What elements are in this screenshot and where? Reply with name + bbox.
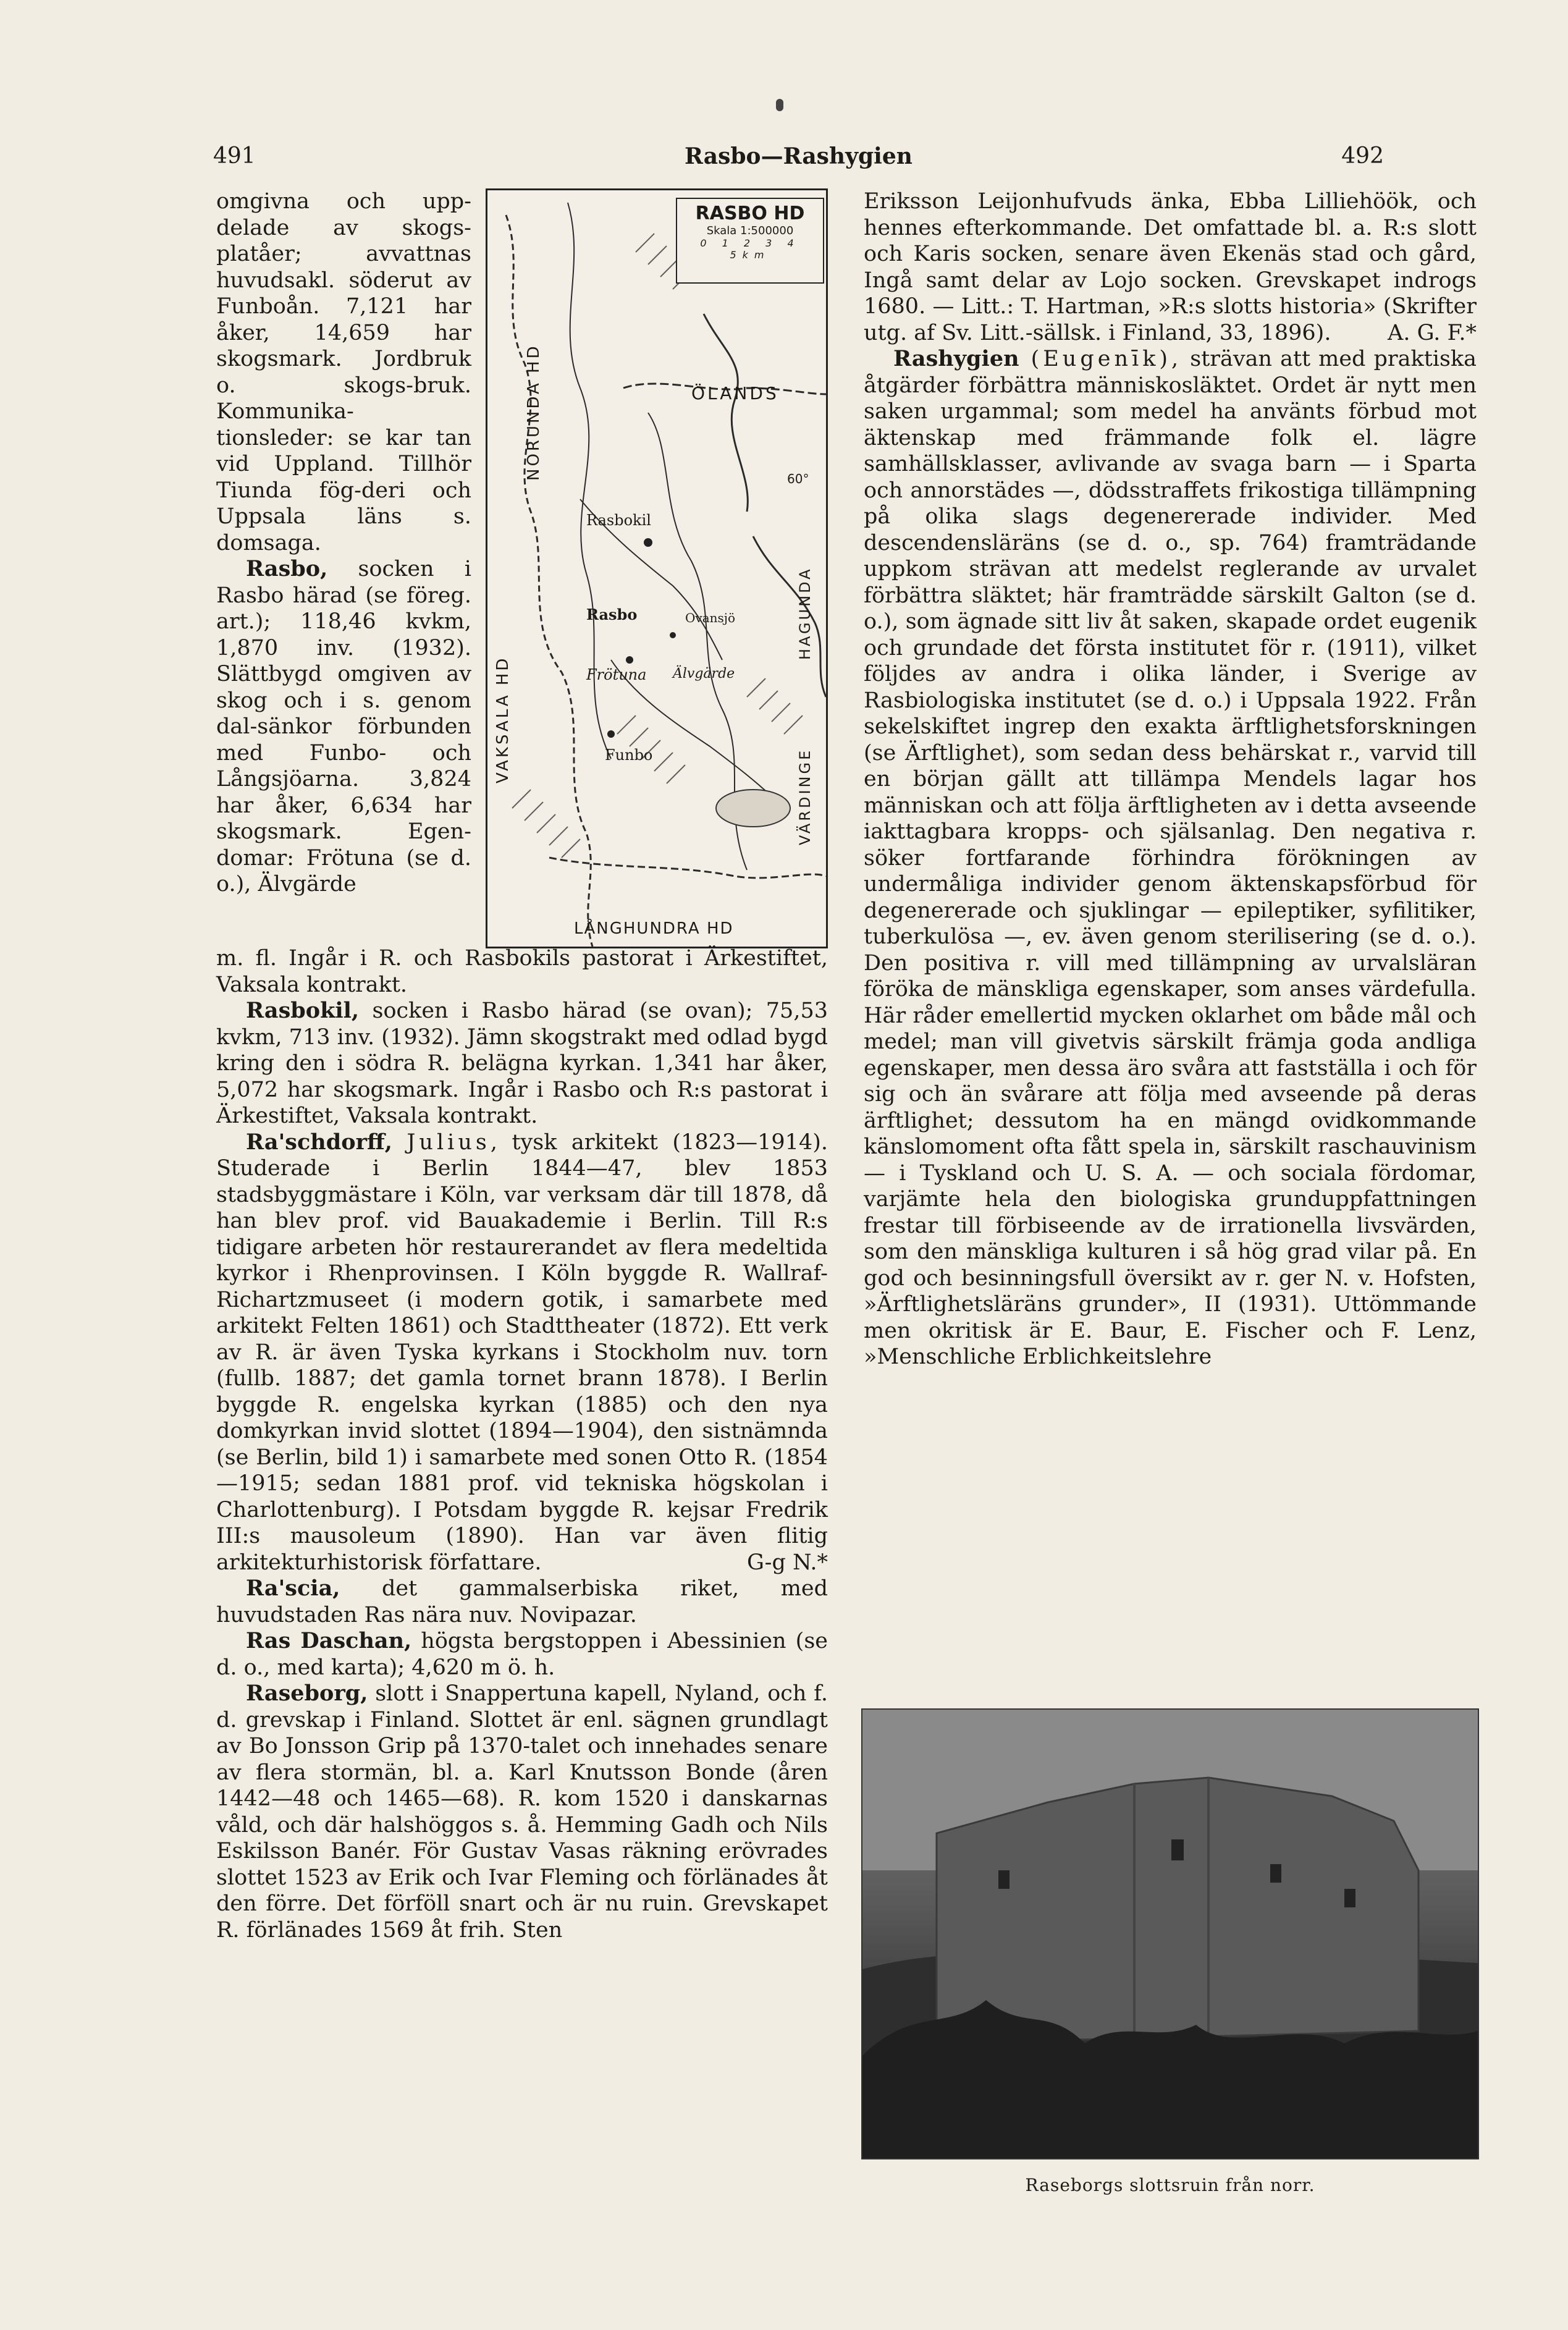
entry-rasbokil-text: socken i Rasbo härad (se ovan); 75,53 kvkm, 713 inv. (1932). Jämn skogstrakt med odlad bygd kring den i södra R. belägna kyrkan. 1,341 har åker, 5,072 har skogsmark. Ingår i Rasbo och R:s pastorat i Ärkestiftet, Vaksala kontrakt. <box>216 998 828 1128</box>
entry-raseborg-continuation <box>864 188 1477 346</box>
raseborg-photo <box>861 1708 1479 2159</box>
headword-raseborg: Raseborg, <box>246 1681 368 1706</box>
entry-rasbo <box>216 556 471 898</box>
town-alvgarde: Älvgärde <box>673 666 735 682</box>
headword-rasbokil: Rasbokil, <box>246 998 360 1023</box>
rasbo-map <box>486 188 828 948</box>
raschdorff-signature: G-g N.* <box>747 1550 828 1575</box>
raschdorff-name: Julius <box>407 1129 491 1155</box>
entry-rascia-text: det gammalserbiska riket, med huvudstaden Ras nära nuv. Novipazar. <box>216 1576 828 1627</box>
town-frotuna: Frötuna <box>586 666 647 683</box>
entry-raschdorff <box>216 1129 828 1576</box>
photo-caption: Raseborgs slottsruin från norr. <box>1025 2175 1315 2195</box>
entry-rashygien-text: strävan att med praktiska åtgärder förbättra människosläktet. Ordet är nytt men saken urgammal; som medel ha använts förbud mot äktenskap med främmande folk el. lägre samhällsklasser, avlivande av svaga barn — i Sparta och annorstädes —, dödsstraffets frikostiga tillämpning på olika slags degenererade individer. Med descendensläräns (se d. o., sp. 764) framträdande uppkom strävan att medelst reglerande av urvalet förbättra släktet; här framträdde särskilt Galton (se d. o.), som ägnade sitt liv åt saken, skapade ordet eugenik och grundade det första institutet för r. (1911), vilket följdes av andra i olika länder, i Sverige av Rasbiologiska institutet (se d. o.) i Uppsala 1922. Från sekelskiftet ingrep den exakta ärftlighetsforskningen (se Ärftlighet), som sedan dess behärskat r., varvid till en början gällt att tillämpa Mendels lagar hos människan och att följa ärftligheten av i detta avseende iakttagbara kropps- och själsanlag. Den negativa r. söker fortfarande förhindra förökningen av undermåliga individer genom äktenskapsförbud för degenererade och sjuklingar — epileptiker, syfilitiker, tuberkulösa —, ev. även genom sterilisering (se d. o.). Den positiva r. vill med tillämpning av urvalsläran föröka de mänskliga egenskaper, som anses värdefulla. Här råder emellertid mycken oklarhet om både mål och medel; man vill givetvis särskilt främja goda andliga egenskaper, men dessa äro svåra att fastställa i och för sig och än svårare att följa med avseende på deras ärftlighet; dessutom ha en mängd ovidkommande känslomoment ofta fått spela in, särskilt raschauvinism — i Tyskland och U. S. A. — och sociala fördomar, varjämte hela den biologiska grunduppfattningen frestar till förbiseende av de irrationella livsvärden, som den mänskliga kulturen i så hög grad vilar på. En god och besinningsfull översikt av r. ger N. v. Hofsten, »Ärftlighetsläräns grunder», II (1931). Uttömmande men okritisk är E. Baur, E. Fischer och F. Lenz, »Menschliche Erblichkeitslehre <box>864 347 1477 1369</box>
entry-raseborg <box>216 1681 828 1943</box>
label-vardinge: VÄRDINGE <box>796 748 814 845</box>
town-ovansjo: Ovansjö <box>685 610 736 625</box>
entry-ras-daschan <box>216 1628 828 1681</box>
headword-rasbo: Rasbo, <box>246 556 328 581</box>
right-column <box>864 188 1477 1370</box>
entry-raschdorff-text: , tysk arkitekt (1823—1914). Studerade i Berlin 1844—47, blev 1853 stadsbyggmästare i Köln, var verksam där till 1878, då han blev prof. vid Bauakademie i Berlin. Till R:s tidigare arbeten hör restaurerandet av flera medeltida kyrkor i Rhenprovinsen. I Köln byggde R. Wallraf-Richartzmuseet (i modern gotik, i samarbete med arkitekt Felten 1861) och Stadttheater (1872). Ett verk av R. är även Tyska kyrkans i Stockholm nuv. torn (fullb. 1887; det gamla tornet brann 1878). I Berlin byggde R. engelska kyrkan (1885) och den nya domkyrkan invid slottet (1894—1904), den sistnämnda (se Berlin, bild 1) i samarbete med sonen Otto R. (1854—1915; sedan 1881 prof. vid tekniska högskolan i Charlottenburg). I Potsdam byggde R. kejsar Fredrik III:s mausoleum (1890). Han var även flitig arkitekturhistorisk författare. <box>216 1129 828 1575</box>
label-vaksala: VAKSALA HD <box>494 656 512 783</box>
entry-rashygien <box>864 346 1477 1370</box>
rasbo-hd-continuation: omgivna och upp-delade av skogs-platåer; avvattnas huvudsakl. söderut av Funboån. 7,121 har åker, 14,659 har skogsmark. Jordbruk o. skogs-bruk. Kommunika-tionsleder: se kar tan vid Uppland. Tillhör Tiunda fög-deri och Uppsala läns s. domsaga. <box>216 189 471 555</box>
label-hagunda: HAGUNDA <box>796 567 814 660</box>
left-narrow-column <box>216 188 471 898</box>
headword-rascia: Ra'scia, <box>246 1576 340 1601</box>
headword-raschdorff: Ra'schdorff, <box>246 1129 392 1155</box>
raseborg-cont-text: Eriksson Leijonhufvuds änka, Ebba Lilliehöök, och hennes efterkommande. Det omfattade bl. a. R:s slott och Karis socken, senare även Ekenäs stad och gård, Ingå samt delar av Lojo socken. Grevskapet indrogs 1680. — Litt.: T. Hartman, »R:s slotts historia» (Skrifter utg. af Sv. Litt.-sällsk. i Finland, 33, 1896). <box>864 189 1477 345</box>
legend-scale: Skala 1:500000 <box>706 224 794 237</box>
entry-rascia <box>216 1576 828 1628</box>
town-rasbo: Rasbo <box>586 606 638 623</box>
running-title: Rasbo—Rashygien <box>685 143 913 169</box>
legend-scale-ticks: 0 1 2 3 4 5km <box>700 237 800 261</box>
rashygien-pronunciation: (Eugenīk), <box>1019 347 1182 371</box>
legend-title: RASBO HD <box>695 203 805 224</box>
town-rasbokil: Rasbokil <box>586 512 651 529</box>
entry-ras-daschan-text: högsta bergstoppen i Abessinien (se d. o., med karta); 4,620 m ö. h. <box>216 1629 828 1680</box>
entry-rasbo-tail: m. fl. Ingår i R. och Rasbokils pastorat i Ärkestiftet, Vaksala kontrakt. <box>216 946 828 997</box>
label-nordunda: NORUNDA HD <box>525 344 543 481</box>
page-header <box>213 143 1384 180</box>
map-legend <box>676 198 824 284</box>
printer-dot <box>776 99 783 111</box>
town-funbo: Funbo <box>605 746 653 764</box>
map-drawing <box>487 190 826 947</box>
left-full-column <box>216 945 828 1943</box>
label-langhundra: LÅNGHUNDRA HD <box>574 919 734 938</box>
page-number-left: 491 <box>213 143 256 169</box>
entry-rasbo-text: socken i Rasbo härad (se föreg. art.); 118,46 kvkm, 1,870 inv. (1932). Slättbygd omgiven av skog och i s. genom dal-sänkor förbunden med Funbo- och Långsjöarna. 3,824 har åker, 6,634 har skogsmark. Egen-domar: Frötuna (se d. o.), Älvgärde <box>216 557 471 897</box>
castle-ruin-illustration <box>862 1710 1478 2158</box>
headword-rashygien: Rashygien <box>893 346 1019 371</box>
raseborg-signature: A. G. F.* <box>1388 320 1477 345</box>
page-number-right: 492 <box>1341 143 1384 169</box>
headword-ras-daschan: Ras Daschan, <box>246 1628 412 1653</box>
label-olands: ÖLANDS <box>691 383 779 403</box>
entry-rasbokil <box>216 998 828 1129</box>
label-sixty: 60° <box>787 471 809 486</box>
entry-raseborg-text: slott i Snappertuna kapell, Nyland, och f. d. grevskap i Finland. Slottet är enl. sägnen grundlagt av Bo Jonsson Grip på 1370-talet och innehades senare av flera stormän, bl. a. Karl Knutsson Bonde (åren 1442—48 och 1465—68). R. kom 1520 i danskarnas våld, och där halshöggos s. å. Hemming Gadh och Nils Eskilsson Banér. För Gustav Vasas räkning erövrades slottet 1523 av Erik och Ivar Fleming och förlänades åt den förre. Det förföll snart och är nu ruin. Grevskapet R. förlänades 1569 åt frih. Sten <box>216 1681 828 1943</box>
